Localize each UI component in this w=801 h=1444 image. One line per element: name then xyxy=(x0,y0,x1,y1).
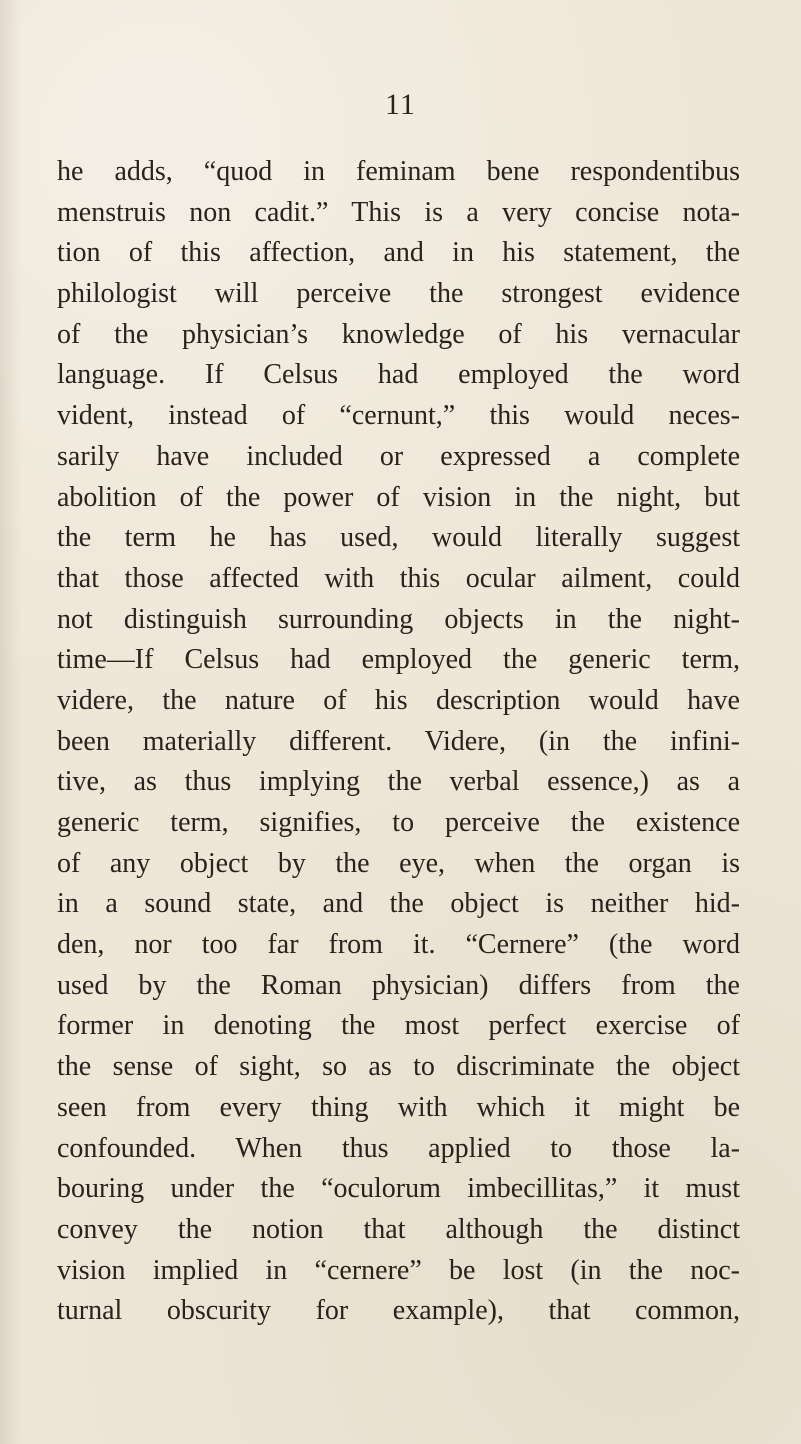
text-line: the term he has used, would literally suggest xyxy=(57,522,740,554)
text-line: menstruis non cadit.” This is a very concise nota- xyxy=(57,196,740,228)
text-line: seen from every thing with which it might be xyxy=(57,1091,740,1123)
text-line: that those affected with this ocular ailment, could xyxy=(57,562,740,594)
text-line: tion of this affection, and in his statement, the xyxy=(57,237,740,269)
text-line: convey the notion that although the distinct xyxy=(57,1213,740,1245)
text-line: of any object by the eye, when the organ is xyxy=(57,847,740,879)
page-edge-shadow xyxy=(0,0,22,1444)
text-line: vident, instead of “cernunt,” this would neces- xyxy=(57,400,740,432)
text-line: not distinguish surrounding objects in the night- xyxy=(57,603,740,635)
text-line: time—If Celsus had employed the generic term, xyxy=(57,644,740,676)
text-line: language. If Celsus had employed the word xyxy=(57,359,740,391)
text-line: been materially different. Videre, (in the infini- xyxy=(57,725,740,757)
text-line: turnal obscurity for example), that common, xyxy=(57,1295,740,1327)
text-line: tive, as thus implying the verbal essence,) as a xyxy=(57,766,740,798)
text-line: sarily have included or expressed a complete xyxy=(57,440,740,472)
text-line: used by the Roman physician) differs from the xyxy=(57,969,740,1001)
text-line: abolition of the power of vision in the night, but xyxy=(57,481,740,513)
text-line: he adds, “quod in feminam bene respondentibus xyxy=(57,156,740,187)
body-text xyxy=(57,152,740,1332)
text-line: vision implied in “cernere” be lost (in the noc- xyxy=(57,1254,740,1286)
page-number: 11 xyxy=(385,88,416,121)
text-line: the sense of sight, so as to discriminate the object xyxy=(57,1051,740,1083)
text-line: bouring under the “oculorum imbecillitas,” it must xyxy=(57,1173,740,1205)
text-line: in a sound state, and the object is neither hid- xyxy=(57,888,740,920)
text-line: generic term, signifies, to perceive the existence xyxy=(57,807,740,838)
text-line: philologist will perceive the strongest evidence xyxy=(57,278,740,310)
text-line: of the physician’s knowledge of his vernacular xyxy=(57,318,740,350)
text-line: confounded. When thus applied to those la- xyxy=(57,1132,740,1164)
text-line: former in denoting the most perfect exercise of xyxy=(57,1010,740,1042)
text-line: videre, the nature of his description would have xyxy=(57,684,740,716)
text-line: den, nor too far from it. “Cernere” (the word xyxy=(57,929,740,961)
